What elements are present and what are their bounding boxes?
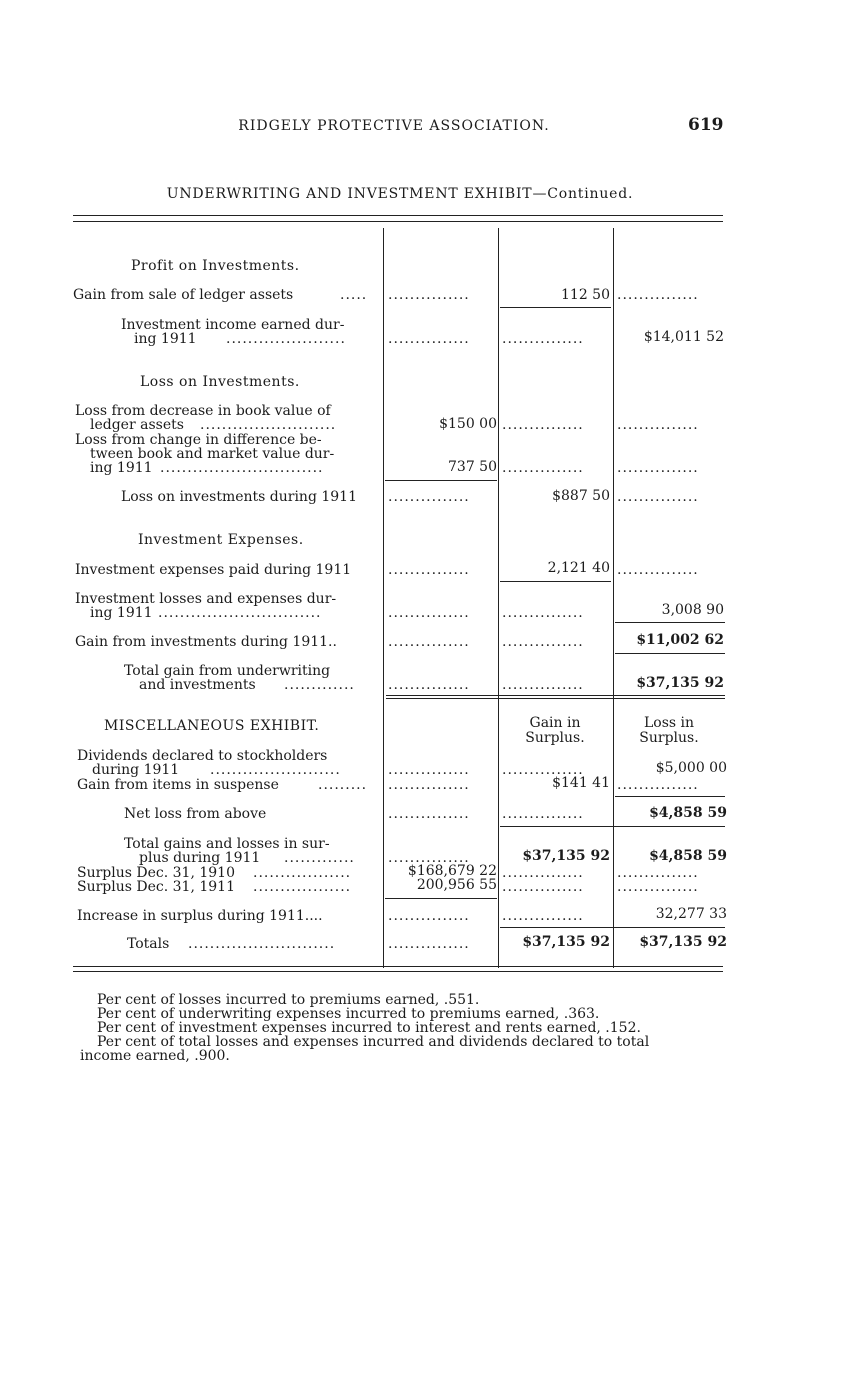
row-loss-decrease-label-1: Loss from decrease in book value of bbox=[75, 403, 331, 419]
row-suspense-col2: $141 41 bbox=[552, 775, 610, 791]
leader-dots: ............... bbox=[502, 461, 584, 475]
leader-dots: ............... bbox=[388, 332, 470, 346]
row-loss-decrease-label-2: ledger assets bbox=[90, 417, 184, 433]
row-income-col3: $14,011 52 bbox=[643, 329, 724, 345]
row-gain-invest-label: Gain from investments during 1911.. bbox=[75, 634, 337, 650]
sum-rule bbox=[500, 927, 725, 928]
leader-dots: ............... bbox=[388, 288, 470, 302]
sum-rule bbox=[500, 581, 611, 582]
leader-dots: ............... bbox=[502, 880, 584, 894]
leader-dots: ............... bbox=[388, 763, 470, 777]
leader-dots: ......... bbox=[318, 778, 368, 792]
row-surplus-1910-label: Surplus Dec. 31, 1910 bbox=[77, 865, 235, 881]
row-total-gain-label-1: Total gain from underwriting bbox=[124, 663, 331, 679]
row-increase-label: Increase in surplus during 1911.... bbox=[77, 908, 323, 924]
sum-rule bbox=[385, 898, 497, 899]
sum-rule bbox=[385, 480, 497, 481]
row-loss-decrease-col1: $150 00 bbox=[439, 416, 497, 432]
row-gain-invest-col3: $11,002 62 bbox=[636, 632, 724, 648]
row-total-gl-label-1: Total gains and losses in sur- bbox=[124, 836, 330, 852]
leader-dots: .............................. bbox=[158, 606, 322, 620]
row-surplus-1910-col1: $168,679 22 bbox=[407, 863, 497, 879]
row-total-gain-label-2: and investments bbox=[139, 677, 256, 693]
column-divider-1 bbox=[383, 228, 384, 968]
leader-dots: ............... bbox=[388, 851, 470, 865]
leader-dots: ............... bbox=[502, 909, 584, 923]
row-increase-col3: 32,277 33 bbox=[655, 906, 727, 922]
column-head-loss-line1: Loss in bbox=[643, 715, 695, 731]
leader-dots: ............... bbox=[388, 937, 470, 951]
leader-dots: ............... bbox=[388, 909, 470, 923]
running-title: RIDGELY PROTECTIVE ASSOCIATION. bbox=[238, 118, 550, 134]
leader-dots: ............... bbox=[388, 606, 470, 620]
leader-dots: ............... bbox=[617, 418, 699, 432]
row-net-loss-col3: $4,858 59 bbox=[649, 805, 727, 821]
double-rule bbox=[386, 695, 725, 699]
row-dividends-col3: $5,000 00 bbox=[655, 760, 727, 776]
leader-dots: ............... bbox=[617, 461, 699, 475]
bottom-rule-inner bbox=[73, 971, 723, 972]
leader-dots: .............................. bbox=[160, 461, 324, 475]
leader-dots: ............... bbox=[502, 866, 584, 880]
leader-dots: .................. bbox=[253, 866, 352, 880]
column-head-gain-line1: Gain in bbox=[529, 715, 581, 731]
row-total-gain-col3: $37,135 92 bbox=[636, 675, 724, 691]
row-exp-losses-col3: 3,008 90 bbox=[661, 602, 724, 618]
leader-dots: ............... bbox=[617, 490, 699, 504]
leader-dots: ............... bbox=[617, 563, 699, 577]
column-head-loss bbox=[614, 716, 724, 746]
row-loss-total-col2: $887 50 bbox=[552, 488, 610, 504]
leader-dots: ............... bbox=[617, 866, 699, 880]
row-loss-total-label: Loss on investments during 1911 bbox=[121, 489, 357, 505]
leader-dots: ......................... bbox=[200, 418, 337, 432]
leader-dots: ........................ bbox=[210, 763, 341, 777]
footnote-losses: Per cent of losses incurred to premiums earned, .551. bbox=[97, 992, 480, 1008]
footnote-investment: Per cent of investment expenses incurred to interest and rents earned, .152. bbox=[97, 1020, 641, 1036]
sum-rule bbox=[615, 653, 725, 654]
leader-dots: ............... bbox=[617, 288, 699, 302]
leader-dots: ............... bbox=[388, 563, 470, 577]
footnote-total-1: Per cent of total losses and expenses incurred and dividends declared to total bbox=[97, 1034, 650, 1050]
row-income-label-1: Investment income earned dur- bbox=[121, 317, 345, 333]
row-loss-change-label-3: ing 1911 bbox=[90, 460, 153, 476]
column-head-loss-line2: Surplus. bbox=[639, 730, 699, 746]
leader-dots: ............... bbox=[388, 490, 470, 504]
page-number: 619 bbox=[688, 115, 724, 135]
row-loss-change-col1: 737 50 bbox=[448, 459, 497, 475]
sum-rule bbox=[500, 826, 725, 827]
leader-dots: ............... bbox=[502, 807, 584, 821]
leader-dots: ........................... bbox=[188, 937, 336, 951]
row-gain-sale-label: Gain from sale of ledger assets bbox=[73, 287, 294, 303]
section-loss-heading: Loss on Investments. bbox=[140, 374, 300, 390]
leader-dots: ............... bbox=[617, 778, 699, 792]
row-totals-col2: $37,135 92 bbox=[522, 934, 610, 950]
row-surplus-1911-col1: 200,956 55 bbox=[416, 877, 497, 893]
row-exp-paid-col2: 2,121 40 bbox=[547, 560, 610, 576]
leader-dots: ............... bbox=[502, 678, 584, 692]
leader-dots: ............... bbox=[502, 332, 584, 346]
row-income-label-2: ing 1911 bbox=[134, 331, 197, 347]
leader-dots: ............... bbox=[502, 635, 584, 649]
leader-dots: ...................... bbox=[226, 332, 346, 346]
row-exp-paid-label: Investment expenses paid during 1911 bbox=[75, 562, 352, 578]
row-total-gl-col2: $37,135 92 bbox=[522, 848, 610, 864]
column-divider-2 bbox=[498, 228, 499, 968]
leader-dots: ..... bbox=[340, 288, 368, 302]
leader-dots: ............... bbox=[502, 763, 584, 777]
section-expenses-heading: Investment Expenses. bbox=[138, 532, 304, 548]
column-head-gain bbox=[500, 716, 610, 746]
row-suspense-label: Gain from items in suspense bbox=[77, 777, 279, 793]
row-loss-change-label-1: Loss from change in difference be- bbox=[75, 432, 322, 448]
bottom-rule bbox=[73, 966, 723, 967]
column-head-gain-line2: Surplus. bbox=[525, 730, 585, 746]
row-gain-sale-col2: 112 50 bbox=[561, 287, 610, 303]
top-rule-inner bbox=[73, 221, 723, 222]
leader-dots: ............... bbox=[388, 635, 470, 649]
footnote-underwriting: Per cent of underwriting expenses incurred to premiums earned, .363. bbox=[97, 1006, 600, 1022]
top-rule bbox=[73, 215, 723, 216]
exhibit-title: UNDERWRITING AND INVESTMENT EXHIBIT—Continued. bbox=[166, 186, 634, 202]
section-profit-heading: Profit on Investments. bbox=[131, 258, 300, 274]
sum-rule bbox=[615, 796, 725, 797]
row-exp-losses-label-1: Investment losses and expenses dur- bbox=[75, 591, 337, 607]
row-exp-losses-label-2: ing 1911 bbox=[90, 605, 153, 621]
sum-rule bbox=[500, 307, 611, 308]
leader-dots: ............. bbox=[284, 851, 355, 865]
row-surplus-1911-label: Surplus Dec. 31, 1911 bbox=[77, 879, 235, 895]
leader-dots: ............... bbox=[388, 778, 470, 792]
sum-rule bbox=[615, 622, 725, 623]
leader-dots: ............... bbox=[388, 807, 470, 821]
leader-dots: ............... bbox=[388, 678, 470, 692]
row-dividends-label-1: Dividends declared to stockholders bbox=[77, 748, 328, 764]
leader-dots: .................. bbox=[253, 880, 352, 894]
row-total-gl-col3: $4,858 59 bbox=[649, 848, 727, 864]
row-totals-label: Totals bbox=[127, 936, 170, 952]
leader-dots: ............... bbox=[502, 418, 584, 432]
footnote-total-2: income earned, .900. bbox=[80, 1048, 230, 1064]
row-net-loss-label: Net loss from above bbox=[124, 806, 267, 822]
row-totals-col3: $37,135 92 bbox=[639, 934, 727, 950]
leader-dots: ............. bbox=[284, 678, 355, 692]
leader-dots: ............... bbox=[617, 880, 699, 894]
row-dividends-label-2: during 1911 bbox=[92, 762, 180, 778]
row-total-gl-label-2: plus during 1911 bbox=[139, 850, 261, 866]
leader-dots: ............... bbox=[502, 606, 584, 620]
row-loss-change-label-2: tween book and market value dur- bbox=[90, 446, 335, 462]
section-misc-heading: MISCELLANEOUS EXHIBIT. bbox=[104, 718, 320, 734]
